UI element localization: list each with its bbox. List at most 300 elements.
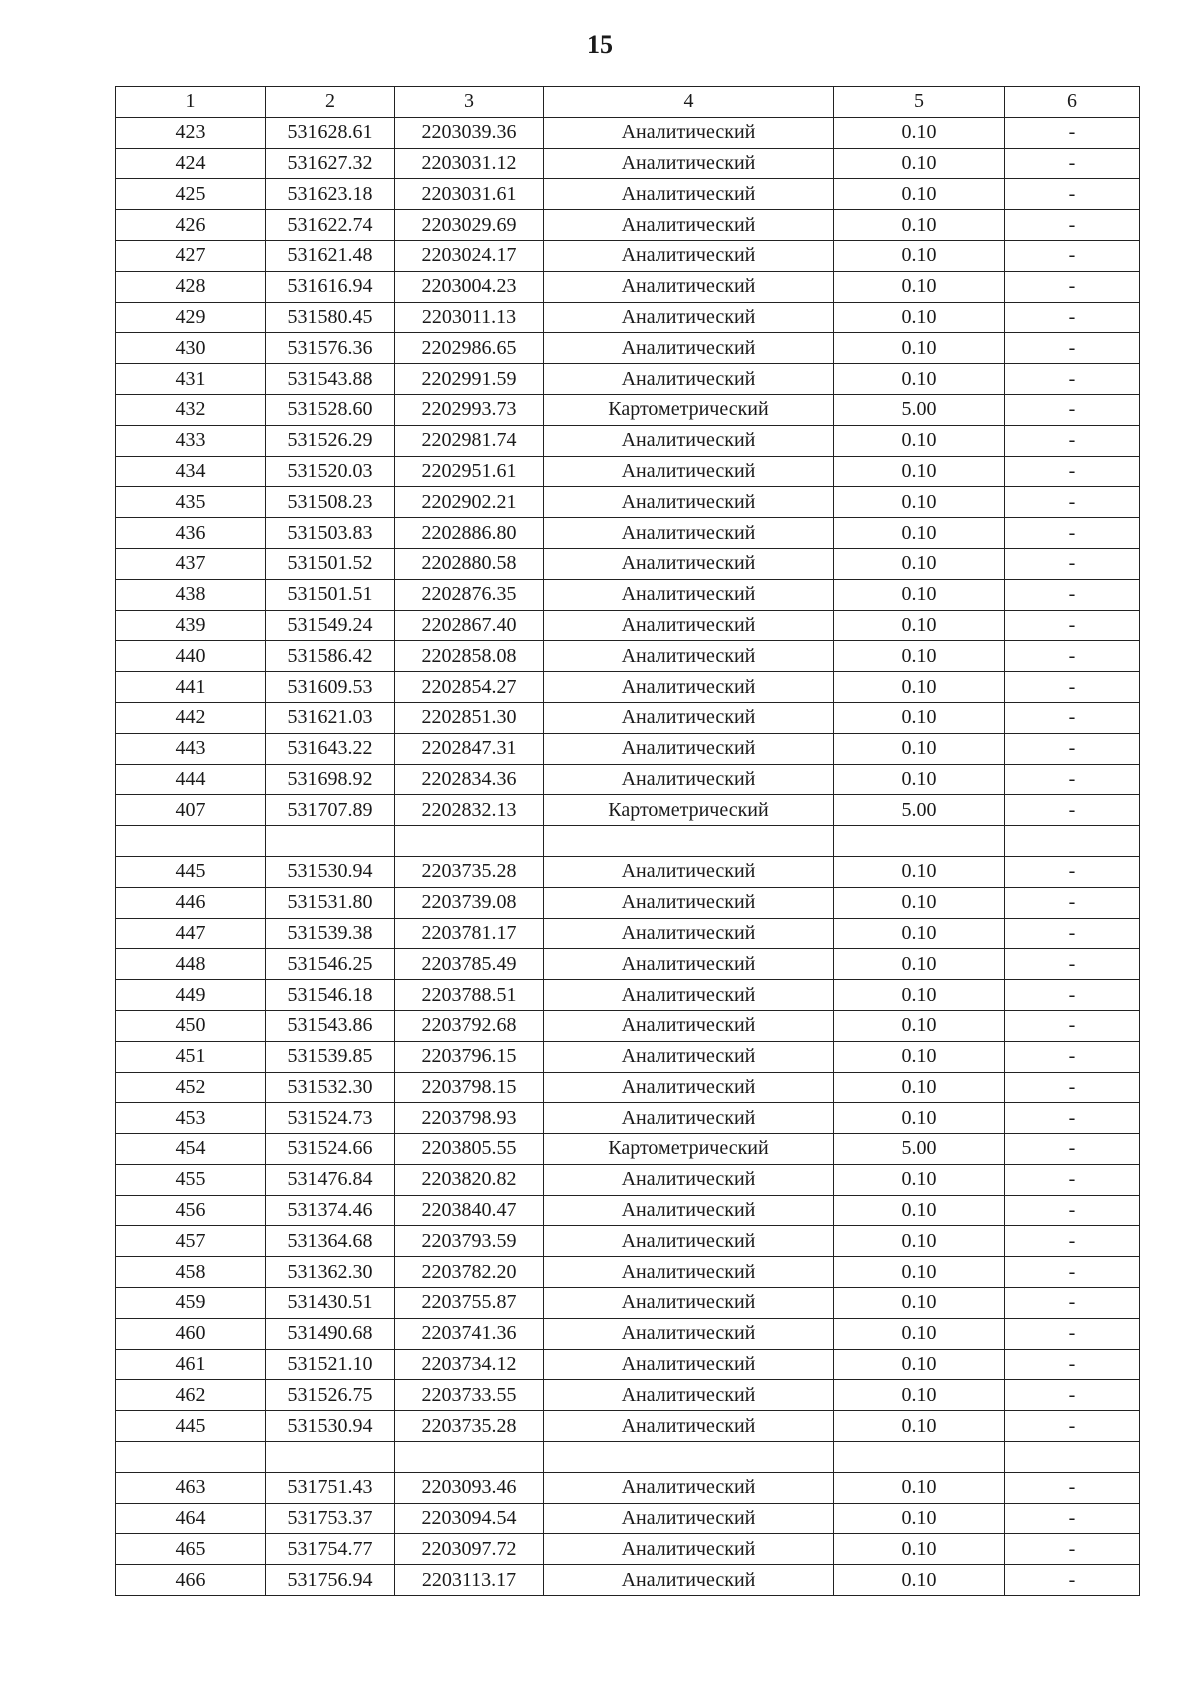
point-number-cell: 442 bbox=[116, 702, 266, 733]
x-coordinate-cell: 531576.36 bbox=[266, 333, 395, 364]
x-coordinate-cell: 531530.94 bbox=[266, 1411, 395, 1442]
y-coordinate-cell: 2203031.61 bbox=[395, 179, 544, 210]
header-row bbox=[116, 87, 1140, 118]
accuracy-cell: 0.10 bbox=[834, 1472, 1005, 1503]
table-row bbox=[116, 641, 1140, 672]
y-coordinate-cell: 2203735.28 bbox=[395, 1411, 544, 1442]
y-coordinate-cell: 2203734.12 bbox=[395, 1349, 544, 1380]
y-coordinate-cell: 2203097.72 bbox=[395, 1534, 544, 1565]
method-cell: Аналитический bbox=[544, 240, 834, 271]
point-number-cell: 447 bbox=[116, 918, 266, 949]
method-cell: Аналитический bbox=[544, 271, 834, 302]
point-number-cell: 428 bbox=[116, 271, 266, 302]
x-coordinate-cell: 531526.29 bbox=[266, 425, 395, 456]
note-cell: - bbox=[1005, 117, 1140, 148]
point-number-cell: 437 bbox=[116, 548, 266, 579]
accuracy-cell: 0.10 bbox=[834, 1503, 1005, 1534]
table-row bbox=[116, 1472, 1140, 1503]
method-cell: Аналитический bbox=[544, 148, 834, 179]
y-coordinate-cell: 2203788.51 bbox=[395, 980, 544, 1011]
x-coordinate-cell: 531530.94 bbox=[266, 856, 395, 887]
point-number-cell: 427 bbox=[116, 240, 266, 271]
accuracy-cell: 5.00 bbox=[834, 1134, 1005, 1165]
y-coordinate-cell: 2202832.13 bbox=[395, 795, 544, 826]
accuracy-cell: 0.10 bbox=[834, 764, 1005, 795]
point-number-cell: 444 bbox=[116, 764, 266, 795]
table-body bbox=[116, 87, 1140, 1596]
header-cell: 4 bbox=[544, 87, 834, 118]
accuracy-cell: 0.10 bbox=[834, 1010, 1005, 1041]
x-coordinate-cell: 531501.52 bbox=[266, 548, 395, 579]
method-cell: Аналитический bbox=[544, 1288, 834, 1319]
accuracy-cell: 0.10 bbox=[834, 148, 1005, 179]
table-row bbox=[116, 1041, 1140, 1072]
method-cell: Аналитический bbox=[544, 579, 834, 610]
note-cell: - bbox=[1005, 672, 1140, 703]
method-cell: Аналитический bbox=[544, 918, 834, 949]
point-number-cell: 463 bbox=[116, 1472, 266, 1503]
y-coordinate-cell: 2203739.08 bbox=[395, 887, 544, 918]
point-number-cell: 426 bbox=[116, 210, 266, 241]
accuracy-cell: 0.10 bbox=[834, 1565, 1005, 1596]
y-coordinate-cell: 2203782.20 bbox=[395, 1257, 544, 1288]
method-cell: Аналитический bbox=[544, 1534, 834, 1565]
x-coordinate-cell: 531754.77 bbox=[266, 1534, 395, 1565]
y-coordinate-cell: 2203793.59 bbox=[395, 1226, 544, 1257]
point-number-cell: 461 bbox=[116, 1349, 266, 1380]
x-coordinate-cell: 531543.88 bbox=[266, 364, 395, 395]
accuracy-cell: 0.10 bbox=[834, 949, 1005, 980]
accuracy-cell: 0.10 bbox=[834, 1257, 1005, 1288]
note-cell: - bbox=[1005, 1041, 1140, 1072]
table-row bbox=[116, 1534, 1140, 1565]
note-cell: - bbox=[1005, 1503, 1140, 1534]
accuracy-cell: 0.10 bbox=[834, 672, 1005, 703]
empty-cell bbox=[395, 1442, 544, 1473]
accuracy-cell: 0.10 bbox=[834, 1103, 1005, 1134]
accuracy-cell: 0.10 bbox=[834, 1288, 1005, 1319]
empty-cell bbox=[834, 826, 1005, 857]
header-cell: 1 bbox=[116, 87, 266, 118]
point-number-cell: 466 bbox=[116, 1565, 266, 1596]
point-number-cell: 445 bbox=[116, 1411, 266, 1442]
table-row bbox=[116, 1010, 1140, 1041]
y-coordinate-cell: 2203840.47 bbox=[395, 1195, 544, 1226]
method-cell: Аналитический bbox=[544, 980, 834, 1011]
table-row bbox=[116, 702, 1140, 733]
table-row bbox=[116, 949, 1140, 980]
x-coordinate-cell: 531707.89 bbox=[266, 795, 395, 826]
note-cell: - bbox=[1005, 610, 1140, 641]
note-cell: - bbox=[1005, 302, 1140, 333]
empty-cell bbox=[116, 826, 266, 857]
method-cell: Аналитический bbox=[544, 1349, 834, 1380]
method-cell: Аналитический bbox=[544, 1503, 834, 1534]
method-cell: Аналитический bbox=[544, 764, 834, 795]
x-coordinate-cell: 531490.68 bbox=[266, 1318, 395, 1349]
note-cell: - bbox=[1005, 1380, 1140, 1411]
point-number-cell: 448 bbox=[116, 949, 266, 980]
accuracy-cell: 0.10 bbox=[834, 425, 1005, 456]
table-row bbox=[116, 980, 1140, 1011]
note-cell: - bbox=[1005, 364, 1140, 395]
x-coordinate-cell: 531616.94 bbox=[266, 271, 395, 302]
note-cell: - bbox=[1005, 1565, 1140, 1596]
table-row bbox=[116, 1134, 1140, 1165]
table-row bbox=[116, 518, 1140, 549]
note-cell: - bbox=[1005, 333, 1140, 364]
x-coordinate-cell: 531698.92 bbox=[266, 764, 395, 795]
method-cell: Аналитический bbox=[544, 1164, 834, 1195]
y-coordinate-cell: 2203781.17 bbox=[395, 918, 544, 949]
method-cell: Аналитический bbox=[544, 425, 834, 456]
note-cell: - bbox=[1005, 1349, 1140, 1380]
table-row bbox=[116, 1318, 1140, 1349]
method-cell: Картометрический bbox=[544, 394, 834, 425]
method-cell: Аналитический bbox=[544, 302, 834, 333]
y-coordinate-cell: 2202993.73 bbox=[395, 394, 544, 425]
accuracy-cell: 0.10 bbox=[834, 610, 1005, 641]
x-coordinate-cell: 531501.51 bbox=[266, 579, 395, 610]
accuracy-cell: 0.10 bbox=[834, 271, 1005, 302]
accuracy-cell: 0.10 bbox=[834, 980, 1005, 1011]
method-cell: Аналитический bbox=[544, 456, 834, 487]
note-cell: - bbox=[1005, 271, 1140, 302]
point-number-cell: 433 bbox=[116, 425, 266, 456]
point-number-cell: 438 bbox=[116, 579, 266, 610]
table-row bbox=[116, 148, 1140, 179]
y-coordinate-cell: 2203039.36 bbox=[395, 117, 544, 148]
note-cell: - bbox=[1005, 641, 1140, 672]
note-cell: - bbox=[1005, 702, 1140, 733]
method-cell: Картометрический bbox=[544, 1134, 834, 1165]
note-cell: - bbox=[1005, 918, 1140, 949]
method-cell: Аналитический bbox=[544, 610, 834, 641]
y-coordinate-cell: 2203820.82 bbox=[395, 1164, 544, 1195]
table-row bbox=[116, 1380, 1140, 1411]
accuracy-cell: 0.10 bbox=[834, 918, 1005, 949]
empty-cell bbox=[834, 1442, 1005, 1473]
note-cell: - bbox=[1005, 456, 1140, 487]
point-number-cell: 455 bbox=[116, 1164, 266, 1195]
method-cell: Аналитический bbox=[544, 1195, 834, 1226]
table-row bbox=[116, 764, 1140, 795]
x-coordinate-cell: 531623.18 bbox=[266, 179, 395, 210]
y-coordinate-cell: 2202986.65 bbox=[395, 333, 544, 364]
accuracy-cell: 0.10 bbox=[834, 456, 1005, 487]
x-coordinate-cell: 531362.30 bbox=[266, 1257, 395, 1288]
note-cell: - bbox=[1005, 425, 1140, 456]
method-cell: Аналитический bbox=[544, 333, 834, 364]
method-cell: Аналитический bbox=[544, 1411, 834, 1442]
table-row bbox=[116, 117, 1140, 148]
note-cell: - bbox=[1005, 1318, 1140, 1349]
accuracy-cell: 5.00 bbox=[834, 394, 1005, 425]
y-coordinate-cell: 2203024.17 bbox=[395, 240, 544, 271]
note-cell: - bbox=[1005, 210, 1140, 241]
y-coordinate-cell: 2203004.23 bbox=[395, 271, 544, 302]
point-number-cell: 431 bbox=[116, 364, 266, 395]
y-coordinate-cell: 2202854.27 bbox=[395, 672, 544, 703]
table-row bbox=[116, 1257, 1140, 1288]
table-row bbox=[116, 1503, 1140, 1534]
note-cell: - bbox=[1005, 148, 1140, 179]
note-cell: - bbox=[1005, 1164, 1140, 1195]
y-coordinate-cell: 2203011.13 bbox=[395, 302, 544, 333]
accuracy-cell: 0.10 bbox=[834, 856, 1005, 887]
note-cell: - bbox=[1005, 1411, 1140, 1442]
y-coordinate-cell: 2202880.58 bbox=[395, 548, 544, 579]
y-coordinate-cell: 2203093.46 bbox=[395, 1472, 544, 1503]
x-coordinate-cell: 531753.37 bbox=[266, 1503, 395, 1534]
y-coordinate-cell: 2203796.15 bbox=[395, 1041, 544, 1072]
method-cell: Аналитический bbox=[544, 364, 834, 395]
accuracy-cell: 0.10 bbox=[834, 1195, 1005, 1226]
y-coordinate-cell: 2202858.08 bbox=[395, 641, 544, 672]
table-row bbox=[116, 240, 1140, 271]
point-number-cell: 423 bbox=[116, 117, 266, 148]
method-cell: Картометрический bbox=[544, 795, 834, 826]
point-number-cell: 441 bbox=[116, 672, 266, 703]
point-number-cell: 450 bbox=[116, 1010, 266, 1041]
point-number-cell: 465 bbox=[116, 1534, 266, 1565]
note-cell: - bbox=[1005, 1195, 1140, 1226]
method-cell: Аналитический bbox=[544, 1472, 834, 1503]
header-cell: 3 bbox=[395, 87, 544, 118]
empty-cell bbox=[544, 826, 834, 857]
method-cell: Аналитический bbox=[544, 1318, 834, 1349]
table-row bbox=[116, 425, 1140, 456]
note-cell: - bbox=[1005, 518, 1140, 549]
header-cell: 6 bbox=[1005, 87, 1140, 118]
point-number-cell: 458 bbox=[116, 1257, 266, 1288]
point-number-cell: 440 bbox=[116, 641, 266, 672]
accuracy-cell: 0.10 bbox=[834, 702, 1005, 733]
separator-row bbox=[116, 1442, 1140, 1473]
x-coordinate-cell: 531621.48 bbox=[266, 240, 395, 271]
empty-cell bbox=[266, 826, 395, 857]
x-coordinate-cell: 531526.75 bbox=[266, 1380, 395, 1411]
y-coordinate-cell: 2203029.69 bbox=[395, 210, 544, 241]
point-number-cell: 457 bbox=[116, 1226, 266, 1257]
point-number-cell: 439 bbox=[116, 610, 266, 641]
method-cell: Аналитический bbox=[544, 856, 834, 887]
method-cell: Аналитический bbox=[544, 702, 834, 733]
accuracy-cell: 0.10 bbox=[834, 333, 1005, 364]
x-coordinate-cell: 531476.84 bbox=[266, 1164, 395, 1195]
table-row bbox=[116, 456, 1140, 487]
note-cell: - bbox=[1005, 733, 1140, 764]
x-coordinate-cell: 531621.03 bbox=[266, 702, 395, 733]
table-row bbox=[116, 1226, 1140, 1257]
point-number-cell: 432 bbox=[116, 394, 266, 425]
method-cell: Аналитический bbox=[544, 1041, 834, 1072]
point-number-cell: 449 bbox=[116, 980, 266, 1011]
accuracy-cell: 0.10 bbox=[834, 1072, 1005, 1103]
accuracy-cell: 5.00 bbox=[834, 795, 1005, 826]
x-coordinate-cell: 531528.60 bbox=[266, 394, 395, 425]
x-coordinate-cell: 531546.25 bbox=[266, 949, 395, 980]
table-row bbox=[116, 579, 1140, 610]
accuracy-cell: 0.10 bbox=[834, 548, 1005, 579]
y-coordinate-cell: 2202834.36 bbox=[395, 764, 544, 795]
table-row bbox=[116, 887, 1140, 918]
note-cell: - bbox=[1005, 980, 1140, 1011]
table-row bbox=[116, 271, 1140, 302]
x-coordinate-cell: 531549.24 bbox=[266, 610, 395, 641]
x-coordinate-cell: 531508.23 bbox=[266, 487, 395, 518]
method-cell: Аналитический bbox=[544, 641, 834, 672]
empty-cell bbox=[116, 1442, 266, 1473]
accuracy-cell: 0.10 bbox=[834, 579, 1005, 610]
x-coordinate-cell: 531430.51 bbox=[266, 1288, 395, 1319]
y-coordinate-cell: 2202876.35 bbox=[395, 579, 544, 610]
point-number-cell: 446 bbox=[116, 887, 266, 918]
accuracy-cell: 0.10 bbox=[834, 210, 1005, 241]
coordinates-table bbox=[115, 86, 1140, 1596]
y-coordinate-cell: 2203798.15 bbox=[395, 1072, 544, 1103]
x-coordinate-cell: 531521.10 bbox=[266, 1349, 395, 1380]
note-cell: - bbox=[1005, 856, 1140, 887]
header-cell: 5 bbox=[834, 87, 1005, 118]
y-coordinate-cell: 2202981.74 bbox=[395, 425, 544, 456]
table-row bbox=[116, 856, 1140, 887]
note-cell: - bbox=[1005, 240, 1140, 271]
x-coordinate-cell: 531539.38 bbox=[266, 918, 395, 949]
method-cell: Аналитический bbox=[544, 1103, 834, 1134]
point-number-cell: 434 bbox=[116, 456, 266, 487]
point-number-cell: 425 bbox=[116, 179, 266, 210]
point-number-cell: 443 bbox=[116, 733, 266, 764]
method-cell: Аналитический bbox=[544, 179, 834, 210]
table-row bbox=[116, 1103, 1140, 1134]
method-cell: Аналитический bbox=[544, 117, 834, 148]
point-number-cell: 459 bbox=[116, 1288, 266, 1319]
table-row bbox=[116, 1164, 1140, 1195]
y-coordinate-cell: 2202902.21 bbox=[395, 487, 544, 518]
method-cell: Аналитический bbox=[544, 949, 834, 980]
y-coordinate-cell: 2203792.68 bbox=[395, 1010, 544, 1041]
accuracy-cell: 0.10 bbox=[834, 1411, 1005, 1442]
table-row bbox=[116, 302, 1140, 333]
table-row bbox=[116, 733, 1140, 764]
x-coordinate-cell: 531622.74 bbox=[266, 210, 395, 241]
y-coordinate-cell: 2203031.12 bbox=[395, 148, 544, 179]
method-cell: Аналитический bbox=[544, 210, 834, 241]
y-coordinate-cell: 2203733.55 bbox=[395, 1380, 544, 1411]
accuracy-cell: 0.10 bbox=[834, 887, 1005, 918]
table-row bbox=[116, 179, 1140, 210]
method-cell: Аналитический bbox=[544, 672, 834, 703]
method-cell: Аналитический bbox=[544, 1072, 834, 1103]
note-cell: - bbox=[1005, 1534, 1140, 1565]
point-number-cell: 436 bbox=[116, 518, 266, 549]
table-row bbox=[116, 795, 1140, 826]
accuracy-cell: 0.10 bbox=[834, 1226, 1005, 1257]
method-cell: Аналитический bbox=[544, 518, 834, 549]
y-coordinate-cell: 2203094.54 bbox=[395, 1503, 544, 1534]
x-coordinate-cell: 531627.32 bbox=[266, 148, 395, 179]
table-row bbox=[116, 672, 1140, 703]
table-row bbox=[116, 394, 1140, 425]
x-coordinate-cell: 531520.03 bbox=[266, 456, 395, 487]
y-coordinate-cell: 2202991.59 bbox=[395, 364, 544, 395]
y-coordinate-cell: 2202951.61 bbox=[395, 456, 544, 487]
table-row bbox=[116, 918, 1140, 949]
point-number-cell: 462 bbox=[116, 1380, 266, 1411]
table-row bbox=[116, 364, 1140, 395]
y-coordinate-cell: 2203755.87 bbox=[395, 1288, 544, 1319]
y-coordinate-cell: 2203805.55 bbox=[395, 1134, 544, 1165]
note-cell: - bbox=[1005, 1257, 1140, 1288]
method-cell: Аналитический bbox=[544, 487, 834, 518]
y-coordinate-cell: 2202886.80 bbox=[395, 518, 544, 549]
table-row bbox=[116, 1565, 1140, 1596]
x-coordinate-cell: 531751.43 bbox=[266, 1472, 395, 1503]
accuracy-cell: 0.10 bbox=[834, 1041, 1005, 1072]
note-cell: - bbox=[1005, 887, 1140, 918]
accuracy-cell: 0.10 bbox=[834, 117, 1005, 148]
page-number: 15 bbox=[587, 30, 613, 59]
y-coordinate-cell: 2203113.17 bbox=[395, 1565, 544, 1596]
note-cell: - bbox=[1005, 1134, 1140, 1165]
x-coordinate-cell: 531503.83 bbox=[266, 518, 395, 549]
x-coordinate-cell: 531543.86 bbox=[266, 1010, 395, 1041]
point-number-cell: 453 bbox=[116, 1103, 266, 1134]
point-number-cell: 464 bbox=[116, 1503, 266, 1534]
accuracy-cell: 0.10 bbox=[834, 1380, 1005, 1411]
note-cell: - bbox=[1005, 795, 1140, 826]
method-cell: Аналитический bbox=[544, 733, 834, 764]
x-coordinate-cell: 531374.46 bbox=[266, 1195, 395, 1226]
note-cell: - bbox=[1005, 1288, 1140, 1319]
note-cell: - bbox=[1005, 548, 1140, 579]
point-number-cell: 435 bbox=[116, 487, 266, 518]
x-coordinate-cell: 531524.73 bbox=[266, 1103, 395, 1134]
note-cell: - bbox=[1005, 1072, 1140, 1103]
note-cell: - bbox=[1005, 1226, 1140, 1257]
point-number-cell: 451 bbox=[116, 1041, 266, 1072]
x-coordinate-cell: 531609.53 bbox=[266, 672, 395, 703]
x-coordinate-cell: 531628.61 bbox=[266, 117, 395, 148]
accuracy-cell: 0.10 bbox=[834, 733, 1005, 764]
x-coordinate-cell: 531524.66 bbox=[266, 1134, 395, 1165]
note-cell: - bbox=[1005, 179, 1140, 210]
note-cell: - bbox=[1005, 487, 1140, 518]
note-cell: - bbox=[1005, 764, 1140, 795]
method-cell: Аналитический bbox=[544, 1257, 834, 1288]
method-cell: Аналитический bbox=[544, 1010, 834, 1041]
point-number-cell: 445 bbox=[116, 856, 266, 887]
header-cell: 2 bbox=[266, 87, 395, 118]
y-coordinate-cell: 2203785.49 bbox=[395, 949, 544, 980]
note-cell: - bbox=[1005, 394, 1140, 425]
method-cell: Аналитический bbox=[544, 887, 834, 918]
accuracy-cell: 0.10 bbox=[834, 240, 1005, 271]
method-cell: Аналитический bbox=[544, 1226, 834, 1257]
accuracy-cell: 0.10 bbox=[834, 179, 1005, 210]
note-cell: - bbox=[1005, 1472, 1140, 1503]
x-coordinate-cell: 531756.94 bbox=[266, 1565, 395, 1596]
table-row bbox=[116, 487, 1140, 518]
point-number-cell: 460 bbox=[116, 1318, 266, 1349]
point-number-cell: 424 bbox=[116, 148, 266, 179]
x-coordinate-cell: 531364.68 bbox=[266, 1226, 395, 1257]
method-cell: Аналитический bbox=[544, 548, 834, 579]
table-row bbox=[116, 1411, 1140, 1442]
y-coordinate-cell: 2202851.30 bbox=[395, 702, 544, 733]
point-number-cell: 430 bbox=[116, 333, 266, 364]
